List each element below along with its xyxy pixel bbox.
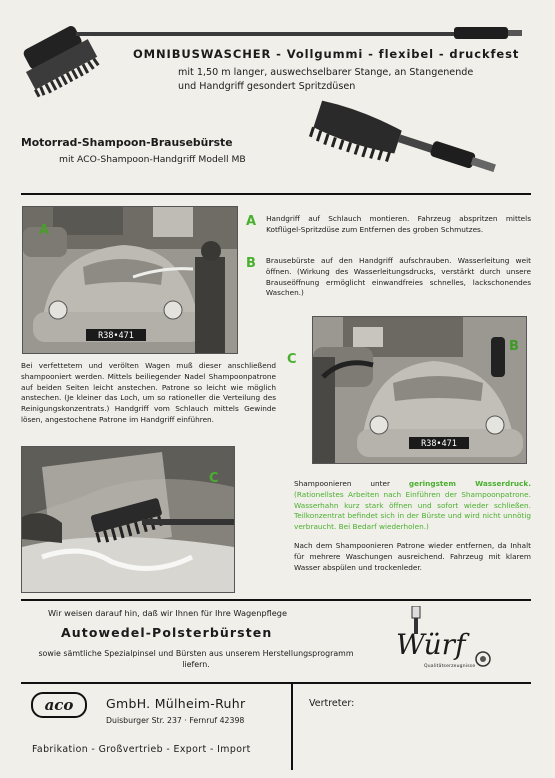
step-b — [246, 256, 531, 299]
shampoo-text-1: Shampoonieren unter — [294, 479, 409, 488]
company-name: GmbH. Mülheim-Ruhr — [106, 696, 246, 711]
motorrad-brush-image — [309, 99, 498, 172]
aco-logo: aco — [31, 692, 87, 718]
wurf-logo: Würf — [396, 628, 466, 661]
motorrad-title: Motorrad-Shampoon-Brausebürste — [21, 136, 233, 149]
step-c-letter: C — [287, 352, 297, 367]
photo-rinsing-car — [22, 206, 238, 354]
omnibus-description — [178, 66, 473, 94]
shampoo-instructions — [294, 479, 531, 533]
motorrad-subtitle: mit ACO-Shampoon-Handgriff Modell MB — [59, 154, 246, 165]
step-b-text: Brausebürste auf den Handgriff aufschrauben. Wasserleitung weit öffnen. (Wirkung des Wasserleitungsdrucks, verstärkt durch unsere Brauseöffnung ermöglicht einwandfreies schnelles, lackschonendes Waschen.) — [265, 256, 531, 298]
divider-top — [21, 193, 531, 195]
omnibus-line-1: mit 1,50 m langer, auswechselbarer Stange, an Stangenende — [178, 67, 474, 78]
license-plate-2: R38•471 — [421, 439, 457, 449]
photo-brushing-car — [21, 446, 235, 593]
trade-line: Fabrikation - Großvertrieb - Export - Import — [32, 744, 251, 755]
care-intro: Wir weisen darauf hin, daß wir Ihnen für Ihre Wagenpflege — [48, 608, 288, 618]
shampoo-emphasis: geringstem Wasserdruck. — [408, 479, 531, 488]
wurf-tagline: Qualitätserzeugnisse — [424, 664, 476, 669]
omnibus-title: OMNIBUSWASCHER - Vollgummi - flexibel - druckfest — [133, 47, 520, 61]
footer-column-divider — [291, 684, 293, 770]
divider-bottom — [21, 682, 531, 684]
company-address: Duisburger Str. 237 · Fernruf 42398 — [106, 716, 245, 725]
photo-2-letter-b: B — [509, 339, 519, 354]
step-b-letter: B — [246, 256, 256, 271]
after-shampoo-text: Nach dem Shampoonieren Patrone wieder entfernen, da Inhalt für mehrere Waschungen ausreichend. Fahrzeug mit klarem Wasser abspülen und trockenleder. — [294, 541, 531, 572]
license-plate-1: R38•471 — [98, 331, 134, 341]
photo-3-letter-c: C — [209, 471, 219, 486]
omnibus-line-2: und Handgriff gesondert Spritzdüsen — [178, 81, 356, 92]
agent-label: Vertreter: — [309, 698, 355, 709]
care-title: Autowedel-Polsterbürsten — [61, 625, 273, 640]
care-text: sowie sämtliche Spezialpinsel und Bürsten aus unserem Herstellungsprogramm liefern. — [38, 649, 354, 669]
wurf-emblem-icon — [474, 650, 492, 668]
shampoo-intro-text: Bei verfettetem und verölten Wagen muß dieser anschließend shampooniert werden. Mittels beiliegender Nadel Shampoonpatrone auf beiden Seiten leicht anstechen. Patrone so leicht wie möglich anstechen. (Je kleiner das Loch, um so rationeller die Verteilung des Reinigungskonzentrats.) Handgriff vom Schlauch mittels Gewinde lösen, angestochene Patrone im Handgriff einführen. — [21, 361, 276, 424]
divider-middle — [21, 599, 531, 601]
step-a-text: Handgriff auf Schlauch montieren. Fahrzeug abspritzen mittels Kotflügel-Spritzdüse zum Entfernen des groben Schmutzes. — [266, 214, 531, 234]
photo-shampooing-car — [312, 316, 527, 464]
step-a — [246, 214, 531, 236]
step-a-letter: A — [246, 214, 257, 229]
shampoo-text-2: (Rationellstes Arbeiten nach Einführen der Shampoonpatrone. Wasserhahn kurz stark öffnen und sofort wieder schließen. Teilkonzentrat befindet sich in der Bürste und wird nicht unnötig verbraucht. Bei Bedarf wiederholen.) — [294, 489, 531, 532]
photo-1-letter-a: A — [39, 223, 50, 238]
